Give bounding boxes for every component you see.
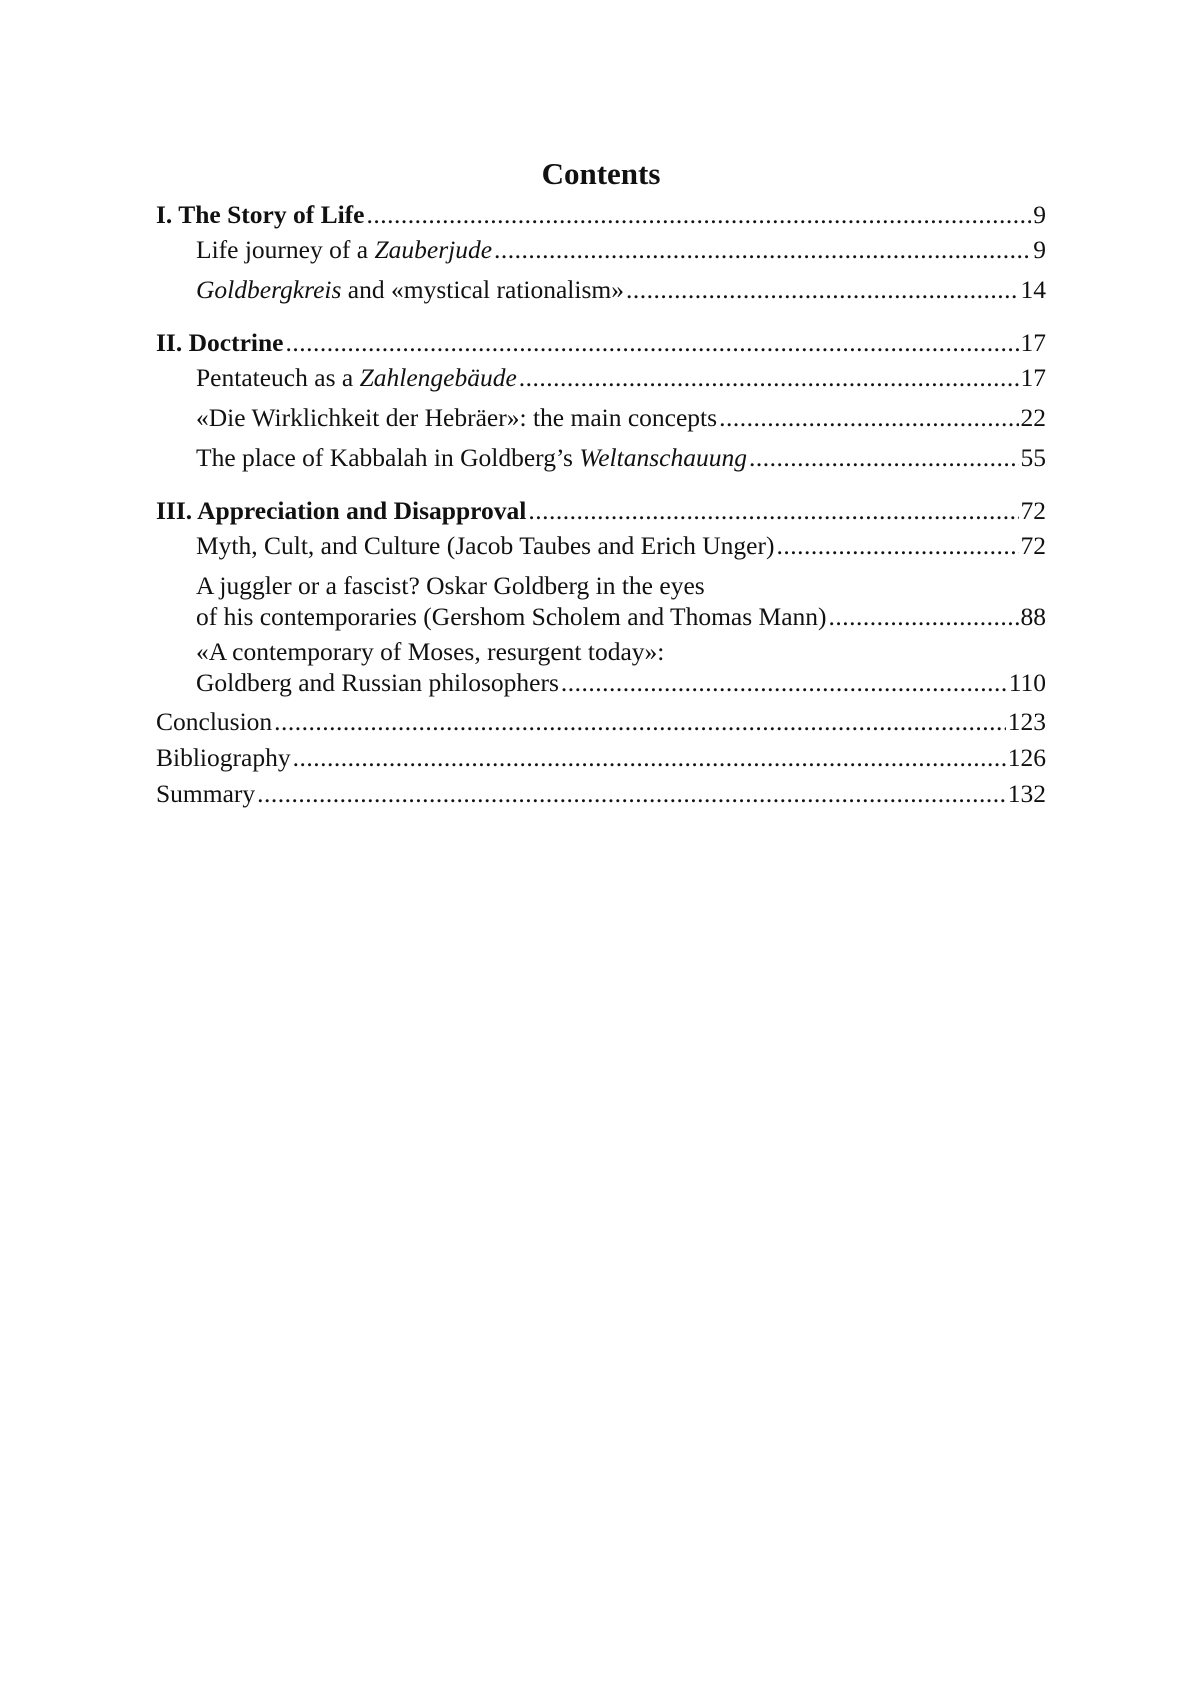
- dot-leader: [257, 776, 1006, 812]
- toc-backmatter-label: Conclusion: [156, 707, 273, 736]
- toc-chapter-label: Life journey of a Zauberjude: [196, 235, 493, 264]
- dot-leader: [626, 270, 1019, 310]
- toc-part-1[interactable]: [156, 199, 1046, 230]
- toc-page-number: 55: [1020, 443, 1046, 472]
- toc-chapter-label: Myth, Cult, and Culture (Jacob Taubes and Erich Unger): [196, 531, 775, 560]
- toc-page-number: 17: [1020, 363, 1046, 392]
- toc-page-number: 14: [1020, 275, 1046, 304]
- dot-leader: [829, 601, 1019, 632]
- toc-page-number: 72: [1020, 531, 1046, 560]
- toc-page-number: 123: [1007, 707, 1046, 736]
- toc-chapter-label-line1: «A contemporary of Moses, resurgent today»:: [196, 637, 665, 666]
- toc-chapter-2-3[interactable]: [156, 438, 1046, 478]
- toc-part-label: III. Appreciation and Disapproval: [156, 496, 527, 525]
- toc-chapter-1-1[interactable]: [156, 230, 1046, 270]
- dot-leader: [285, 327, 1018, 358]
- dot-leader: [519, 358, 1019, 398]
- toc-chapter-2-2[interactable]: [156, 398, 1046, 438]
- toc-page-number: 110: [1008, 668, 1046, 697]
- toc-part-2[interactable]: [156, 327, 1046, 358]
- toc-chapter-label: Pentateuch as a Zahlengebäude: [196, 363, 517, 392]
- dot-leader: [776, 526, 1018, 566]
- toc-page-number: 17: [1020, 328, 1046, 357]
- toc-chapter-label-line1: A juggler or a fascist? Oskar Goldberg in the eyes: [196, 571, 705, 600]
- toc-part-label: II. Doctrine: [156, 328, 284, 357]
- toc-part-label: I. The Story of Life: [156, 200, 365, 229]
- dot-leader: [274, 704, 1006, 740]
- toc-bibliography[interactable]: [156, 740, 1046, 776]
- toc-chapter-label-line2: Goldberg and Russian philosophers: [196, 668, 559, 697]
- toc-page-number: 132: [1007, 779, 1046, 808]
- toc-page-number: 126: [1007, 743, 1046, 772]
- toc-page-number: 9: [1033, 200, 1046, 229]
- dot-leader: [366, 199, 1031, 230]
- toc-backmatter-label: Bibliography: [156, 743, 291, 772]
- toc-page-number: 9: [1033, 235, 1046, 264]
- contents-page: [156, 156, 1046, 812]
- toc-conclusion[interactable]: [156, 704, 1046, 740]
- toc-chapter-label: The place of Kabbalah in Goldberg’s Weltanschauung: [196, 443, 747, 472]
- dot-leader: [719, 398, 1018, 438]
- toc-summary[interactable]: [156, 776, 1046, 812]
- toc-chapter-label: Goldbergkreis and «mystical rationalism»: [196, 275, 624, 304]
- toc-chapter-3-2[interactable]: [156, 570, 1046, 632]
- toc-page-number: 88: [1020, 602, 1046, 631]
- dot-leader: [749, 438, 1019, 478]
- toc-chapter-2-1[interactable]: [156, 358, 1046, 398]
- dot-leader: [494, 230, 1031, 270]
- toc-chapter-label: «Die Wirklichkeit der Hebräer»: the main concepts: [196, 403, 718, 432]
- dot-leader: [528, 495, 1018, 526]
- toc-backmatter-label: Summary: [156, 779, 256, 808]
- toc-chapter-3-1[interactable]: [156, 526, 1046, 566]
- toc-chapter-1-2[interactable]: [156, 270, 1046, 310]
- page-title: Contents: [541, 156, 661, 191]
- toc-part-3[interactable]: [156, 495, 1046, 526]
- dot-leader: [293, 740, 1006, 776]
- toc-chapter-3-3[interactable]: [156, 636, 1046, 698]
- toc-page-number: 72: [1020, 496, 1046, 525]
- toc-chapter-label-line2: of his contemporaries (Gershom Scholem and Thomas Mann): [196, 602, 827, 631]
- dot-leader: [561, 667, 1007, 698]
- toc-page-number: 22: [1020, 403, 1046, 432]
